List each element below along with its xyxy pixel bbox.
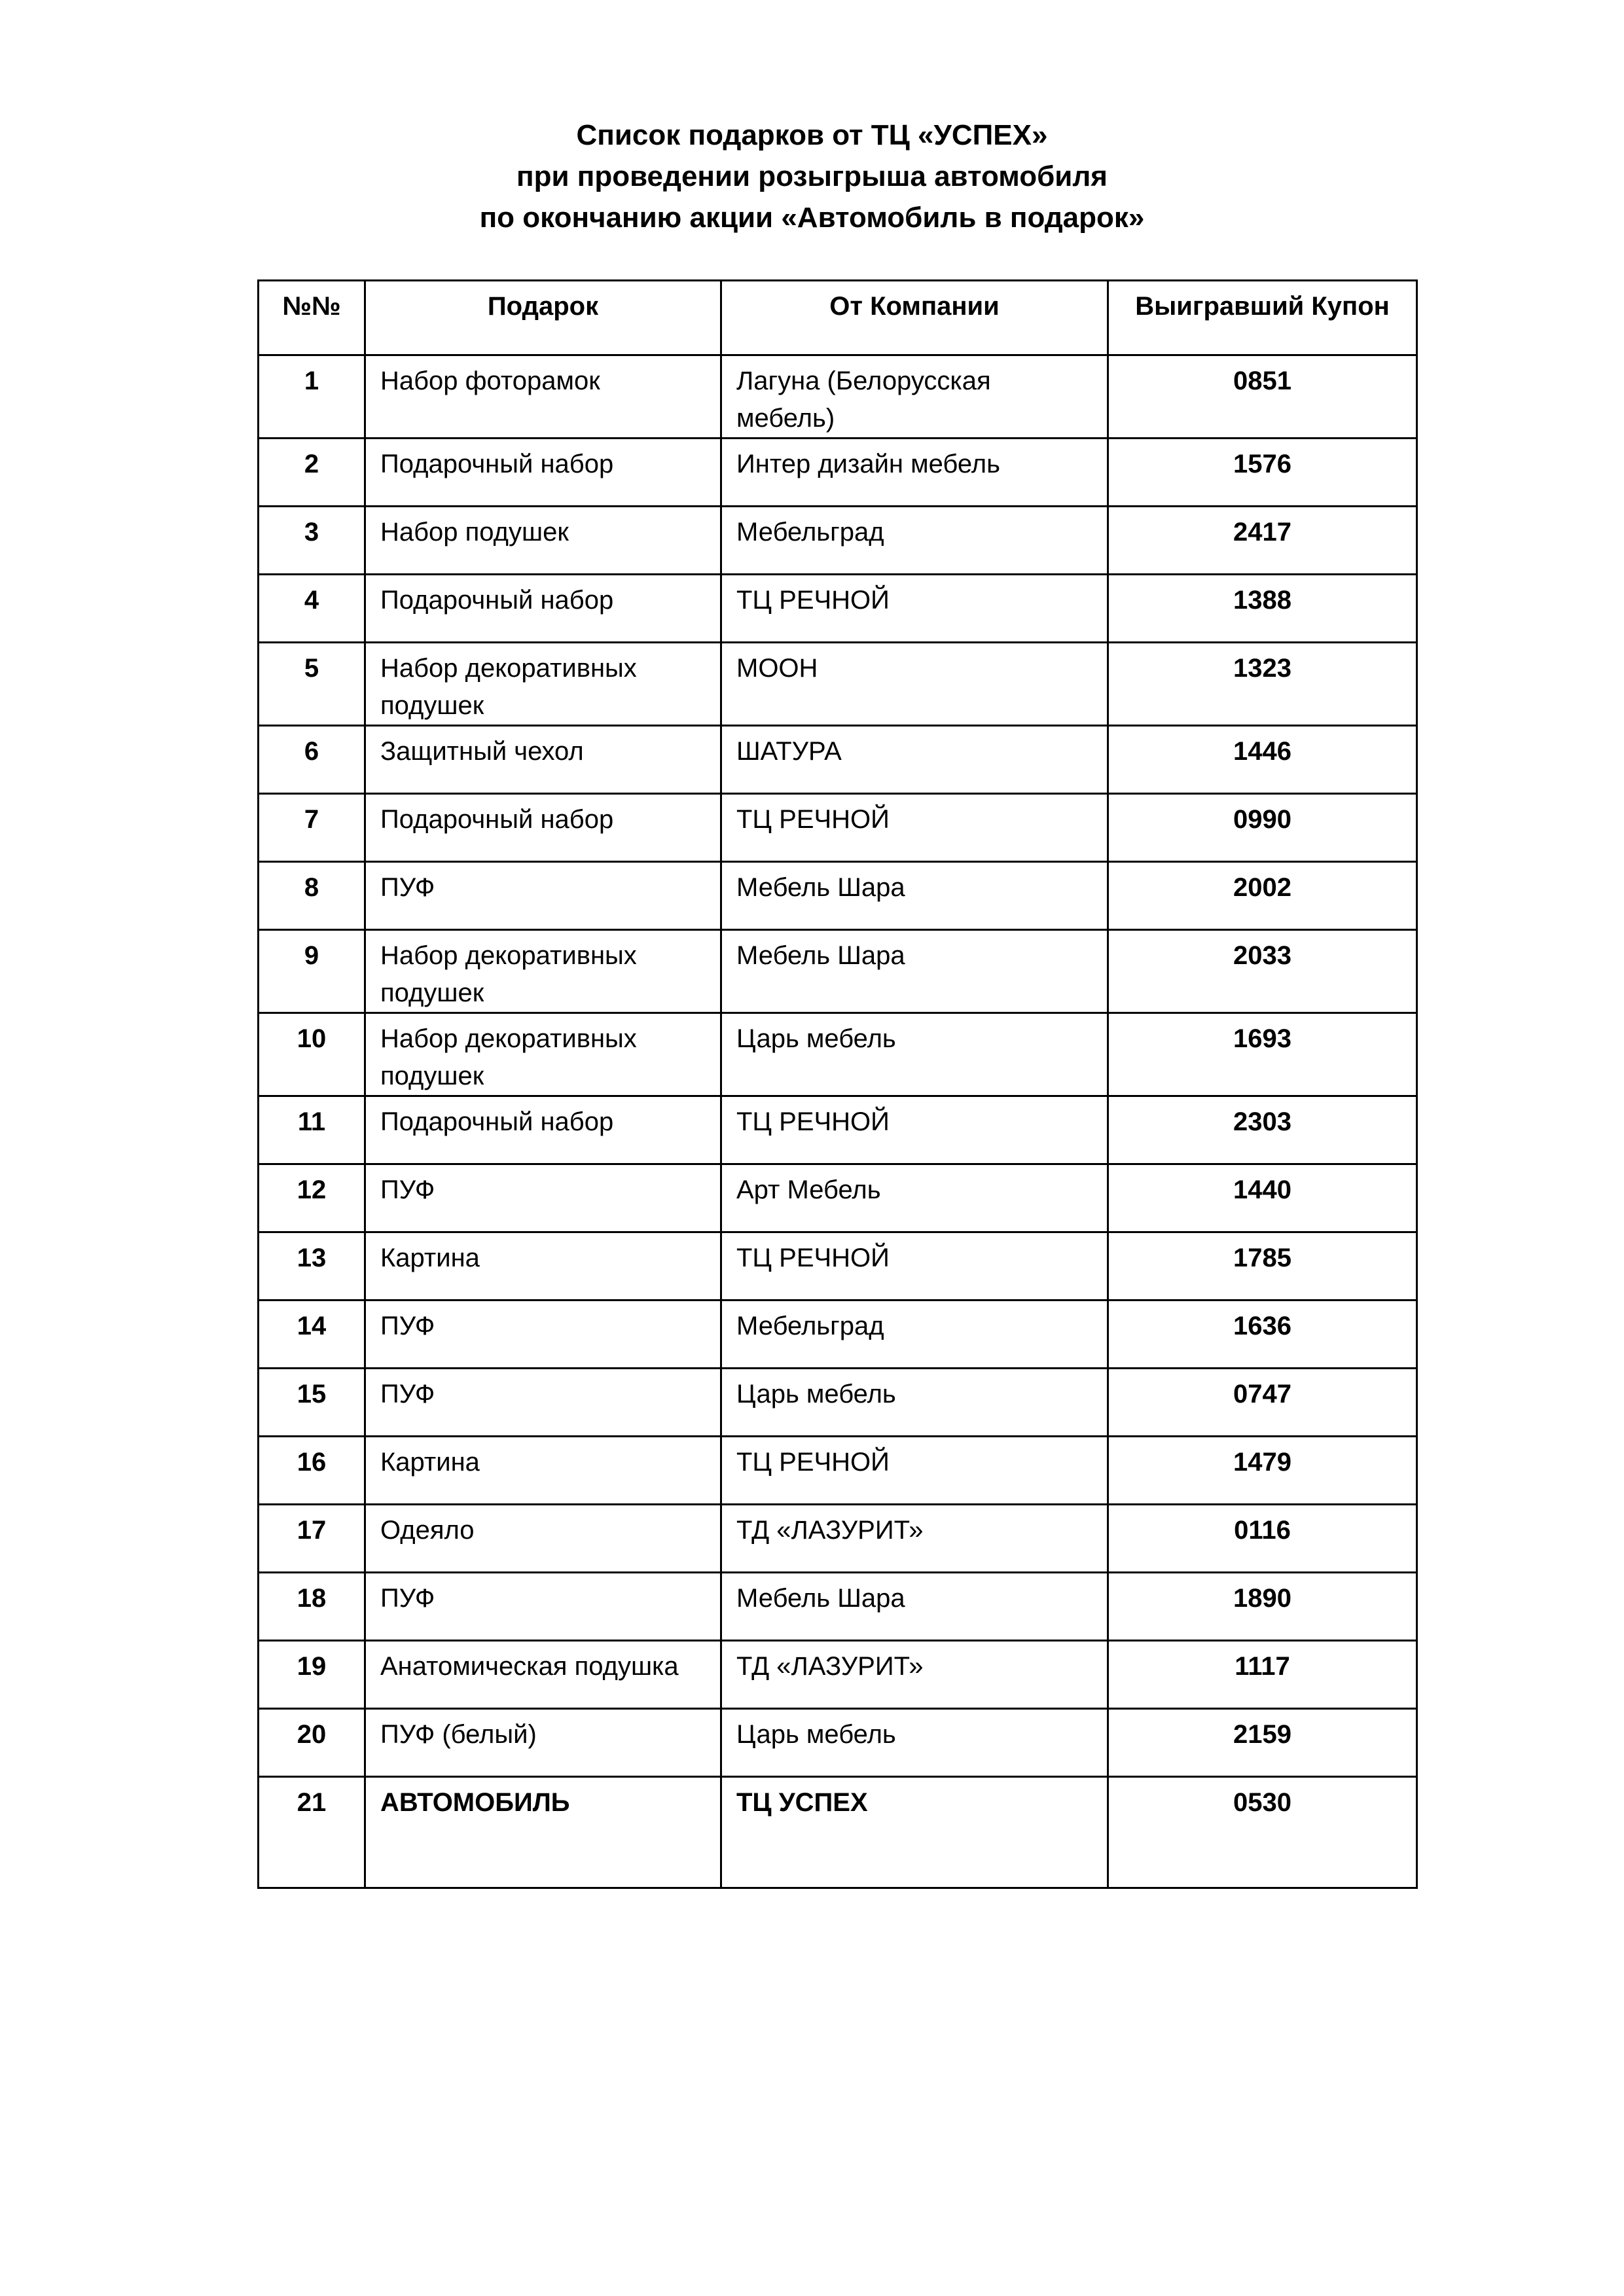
row-number: 4 [259, 575, 365, 643]
row-gift: АВТОМОБИЛЬ [365, 1777, 721, 1888]
table-row [259, 1164, 1417, 1232]
row-company: Мебель Шара [721, 862, 1108, 930]
row-company: ТЦ РЕЧНОЙ [721, 1232, 1108, 1300]
row-coupon: 1388 [1108, 575, 1417, 643]
row-coupon: 1890 [1108, 1573, 1417, 1641]
row-coupon: 1446 [1108, 726, 1417, 794]
row-coupon: 0530 [1108, 1777, 1417, 1888]
row-gift: ПУФ (белый) [365, 1709, 721, 1777]
table-row [259, 1096, 1417, 1164]
row-gift: Набор фоторамок [365, 355, 721, 439]
header-gift: Подарок [365, 281, 721, 355]
title-line: Список подарков от ТЦ «УСПЕХ» [576, 119, 1048, 151]
row-number: 13 [259, 1232, 365, 1300]
table-row [259, 1709, 1417, 1777]
row-gift: Набор декоративных подушек [365, 643, 721, 726]
row-coupon: 2159 [1108, 1709, 1417, 1777]
title-line: по окончанию акции «Автомобиль в подарок» [479, 202, 1145, 234]
row-company: Лагуна (Белорусская мебель) [721, 355, 1108, 439]
row-company: Царь мебель [721, 1709, 1108, 1777]
table-row [259, 1641, 1417, 1709]
table-row [259, 1505, 1417, 1573]
row-gift: ПУФ [365, 1300, 721, 1369]
row-company: Царь мебель [721, 1013, 1108, 1096]
row-company: ТЦ УСПЕХ [721, 1777, 1108, 1888]
row-coupon: 2303 [1108, 1096, 1417, 1164]
row-gift: Набор подушек [365, 507, 721, 575]
row-gift: ПУФ [365, 1369, 721, 1437]
table-body [259, 355, 1417, 1888]
table-row [259, 643, 1417, 726]
header-number: №№ [259, 281, 365, 355]
row-number: 19 [259, 1641, 365, 1709]
row-gift: Набор декоративных подушек [365, 930, 721, 1013]
row-coupon: 1479 [1108, 1437, 1417, 1505]
row-coupon: 0851 [1108, 355, 1417, 439]
row-number: 18 [259, 1573, 365, 1641]
row-number: 21 [259, 1777, 365, 1888]
table-row [259, 355, 1417, 439]
row-gift: Подарочный набор [365, 794, 721, 862]
row-number: 14 [259, 1300, 365, 1369]
row-company: ТД «ЛАЗУРИТ» [721, 1641, 1108, 1709]
row-company: ТЦ РЕЧНОЙ [721, 1096, 1108, 1164]
row-number: 8 [259, 862, 365, 930]
row-company: Арт Мебель [721, 1164, 1108, 1232]
row-number: 2 [259, 439, 365, 507]
table-row [259, 1573, 1417, 1641]
row-coupon: 0116 [1108, 1505, 1417, 1573]
row-gift: Картина [365, 1232, 721, 1300]
row-gift: ПУФ [365, 1573, 721, 1641]
row-company: Интер дизайн мебель [721, 439, 1108, 507]
table-row [259, 1369, 1417, 1437]
row-coupon: 1440 [1108, 1164, 1417, 1232]
table-row [259, 862, 1417, 930]
row-number: 6 [259, 726, 365, 794]
table-row [259, 575, 1417, 643]
table-row [259, 1437, 1417, 1505]
row-coupon: 1117 [1108, 1641, 1417, 1709]
gifts-table [257, 279, 1418, 1889]
row-number: 12 [259, 1164, 365, 1232]
row-gift: ПУФ [365, 862, 721, 930]
title-line: при проведении розыгрыша автомобиля [516, 160, 1108, 192]
row-number: 16 [259, 1437, 365, 1505]
row-company: ТЦ РЕЧНОЙ [721, 794, 1108, 862]
row-gift: ПУФ [365, 1164, 721, 1232]
row-coupon: 1576 [1108, 439, 1417, 507]
document-title [0, 115, 1624, 238]
row-company: Мебельград [721, 1300, 1108, 1369]
row-gift: Подарочный набор [365, 575, 721, 643]
table-row [259, 1300, 1417, 1369]
table-row [259, 1232, 1417, 1300]
header-company: От Компании [721, 281, 1108, 355]
table-row [259, 930, 1417, 1013]
table-row [259, 794, 1417, 862]
row-coupon: 1785 [1108, 1232, 1417, 1300]
table-row [259, 507, 1417, 575]
row-number: 20 [259, 1709, 365, 1777]
row-coupon: 1693 [1108, 1013, 1417, 1096]
row-coupon: 2002 [1108, 862, 1417, 930]
table-header-row [259, 281, 1417, 355]
table-row [259, 1013, 1417, 1096]
table-row [259, 439, 1417, 507]
table-row [259, 726, 1417, 794]
header-coupon: Выигравший Купон [1108, 281, 1417, 355]
row-coupon: 0747 [1108, 1369, 1417, 1437]
row-company: ТЦ РЕЧНОЙ [721, 1437, 1108, 1505]
row-company: Мебель Шара [721, 930, 1108, 1013]
row-gift: Набор декоративных подушек [365, 1013, 721, 1096]
row-gift: Подарочный набор [365, 1096, 721, 1164]
row-company: Мебельград [721, 507, 1108, 575]
row-number: 7 [259, 794, 365, 862]
row-company: МООН [721, 643, 1108, 726]
row-company: Мебель Шара [721, 1573, 1108, 1641]
row-number: 9 [259, 930, 365, 1013]
row-number: 11 [259, 1096, 365, 1164]
row-gift: Картина [365, 1437, 721, 1505]
row-coupon: 2417 [1108, 507, 1417, 575]
row-coupon: 0990 [1108, 794, 1417, 862]
row-company: ТД «ЛАЗУРИТ» [721, 1505, 1108, 1573]
table-row [259, 1777, 1417, 1888]
row-company: ШАТУРА [721, 726, 1108, 794]
row-number: 10 [259, 1013, 365, 1096]
row-number: 17 [259, 1505, 365, 1573]
row-gift: Анатомическая подушка [365, 1641, 721, 1709]
row-coupon: 1636 [1108, 1300, 1417, 1369]
row-coupon: 2033 [1108, 930, 1417, 1013]
row-gift: Подарочный набор [365, 439, 721, 507]
row-number: 15 [259, 1369, 365, 1437]
row-number: 5 [259, 643, 365, 726]
row-gift: Одеяло [365, 1505, 721, 1573]
row-company: ТЦ РЕЧНОЙ [721, 575, 1108, 643]
row-gift: Защитный чехол [365, 726, 721, 794]
row-coupon: 1323 [1108, 643, 1417, 726]
row-number: 1 [259, 355, 365, 439]
row-company: Царь мебель [721, 1369, 1108, 1437]
row-number: 3 [259, 507, 365, 575]
